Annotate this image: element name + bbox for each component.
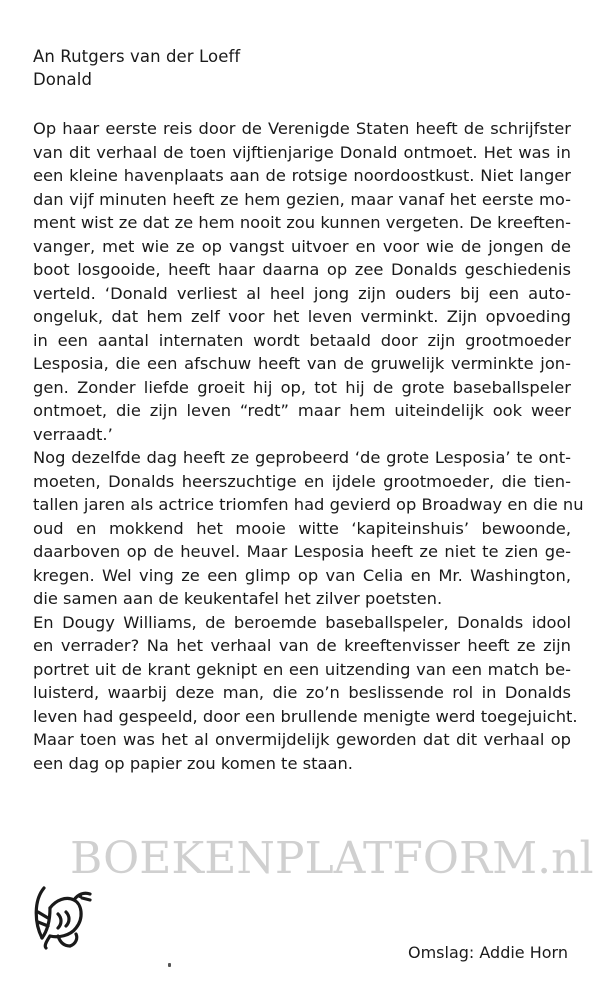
author-name: An Rutgers van der Loeff [33, 47, 241, 66]
blurb-line: vanger, met wie ze op vangst uitvoer en voor wie de jongen de [33, 236, 571, 256]
blurb-line: een kleine havenplaats aan de rotsige noordoostkust. Niet langer [33, 166, 571, 185]
blurb-line: een dag op papier zou komen te staan. [33, 753, 353, 773]
blurb-line: kregen. Wel ving ze een glimp op van Celia en Mr. Washington, [33, 565, 571, 585]
blurb-line: leven had gespeeld, door een brullende menigte werd toegejuicht. [33, 706, 578, 726]
blurb-line: verraadt.’ [33, 424, 113, 444]
blurb-line: in een aantal internaten wordt betaald door zijn grootmoeder [33, 330, 571, 350]
blurb-line: oud en mokkend het mooie witte ‘kapiteinshuis’ bewoonde, [33, 518, 571, 538]
blurb-line: en verrader? Na het verhaal van de kreeftenvisser heeft ze zijn [33, 636, 571, 655]
blurb-line: gen. Zonder liefde groeit hij op, tot hij de grote baseballspeler [33, 377, 571, 397]
blurb-line: tallen jaren als actrice triomfen had gevierd op Broadway en die nu [33, 495, 584, 514]
blurb-line: die samen aan de keukentafel het zilver poetsten. [33, 589, 443, 608]
blurb-line: Op haar eerste reis door de Verenigde Staten heeft de schrijfster [33, 119, 571, 138]
blurb-line: portret uit de krant geknipt en een uitzending van een match be- [33, 659, 571, 679]
cover-credit: Omslag: Addie Horn [407, 943, 568, 962]
watermark-text: BOEKENPLATFORM.nl [70, 833, 594, 884]
book-title: Donald [33, 70, 93, 89]
blurb-line: luisterd, waarbij deze man, die zo’n beslissende rol in Donalds [33, 683, 571, 702]
blurb-line: daarboven op de heuvel. Maar Lesposia heeft ze niet te zien ge- [33, 542, 571, 561]
blurb-line: dan vijf minuten heeft ze hem gezien, maar vanaf het eerste mo- [33, 189, 571, 209]
blurb-line: Maar toen was het al onvermijdelijk geworden dat dit verhaal op [33, 730, 571, 749]
blurb-line: En Dougy Williams, de beroemde baseballspeler, Donalds idool [33, 612, 571, 632]
blurb-line: van dit verhaal de toen vijftienjarige Donald ontmoet. Het was in [33, 142, 571, 162]
blurb-line: ongeluk, dat hem zelf voor het leven verminkt. Zijn opvoeding [33, 307, 571, 326]
blurb-line: verteld. ‘Donald verliest al heel jong zijn ouders bij een auto- [33, 283, 571, 303]
blurb-line: moeten, Donalds heerszuchtige en ijdele grootmoeder, die tien- [33, 471, 571, 491]
print-speck [168, 963, 171, 967]
blurb-line: ment wist ze dat ze hem nooit zou kunnen vergeten. De kreeften- [33, 213, 571, 232]
blurb-line: boot losgooide, heeft haar daarna op zee Donalds geschiedenis [33, 260, 571, 279]
bird-publisher-logo-icon [30, 878, 94, 950]
blurb-text [33, 117, 584, 775]
blurb-line: ontmoet, die zijn leven “redt” maar hem uiteindelijk ook weer [33, 401, 571, 420]
blurb-line: Lesposia, die een afschuw heeft van de gruwelijk verminkte jon- [33, 354, 571, 373]
blurb-line: Nog dezelfde dag heeft ze geprobeerd ‘de grote Lesposia’ te ont- [33, 448, 571, 467]
